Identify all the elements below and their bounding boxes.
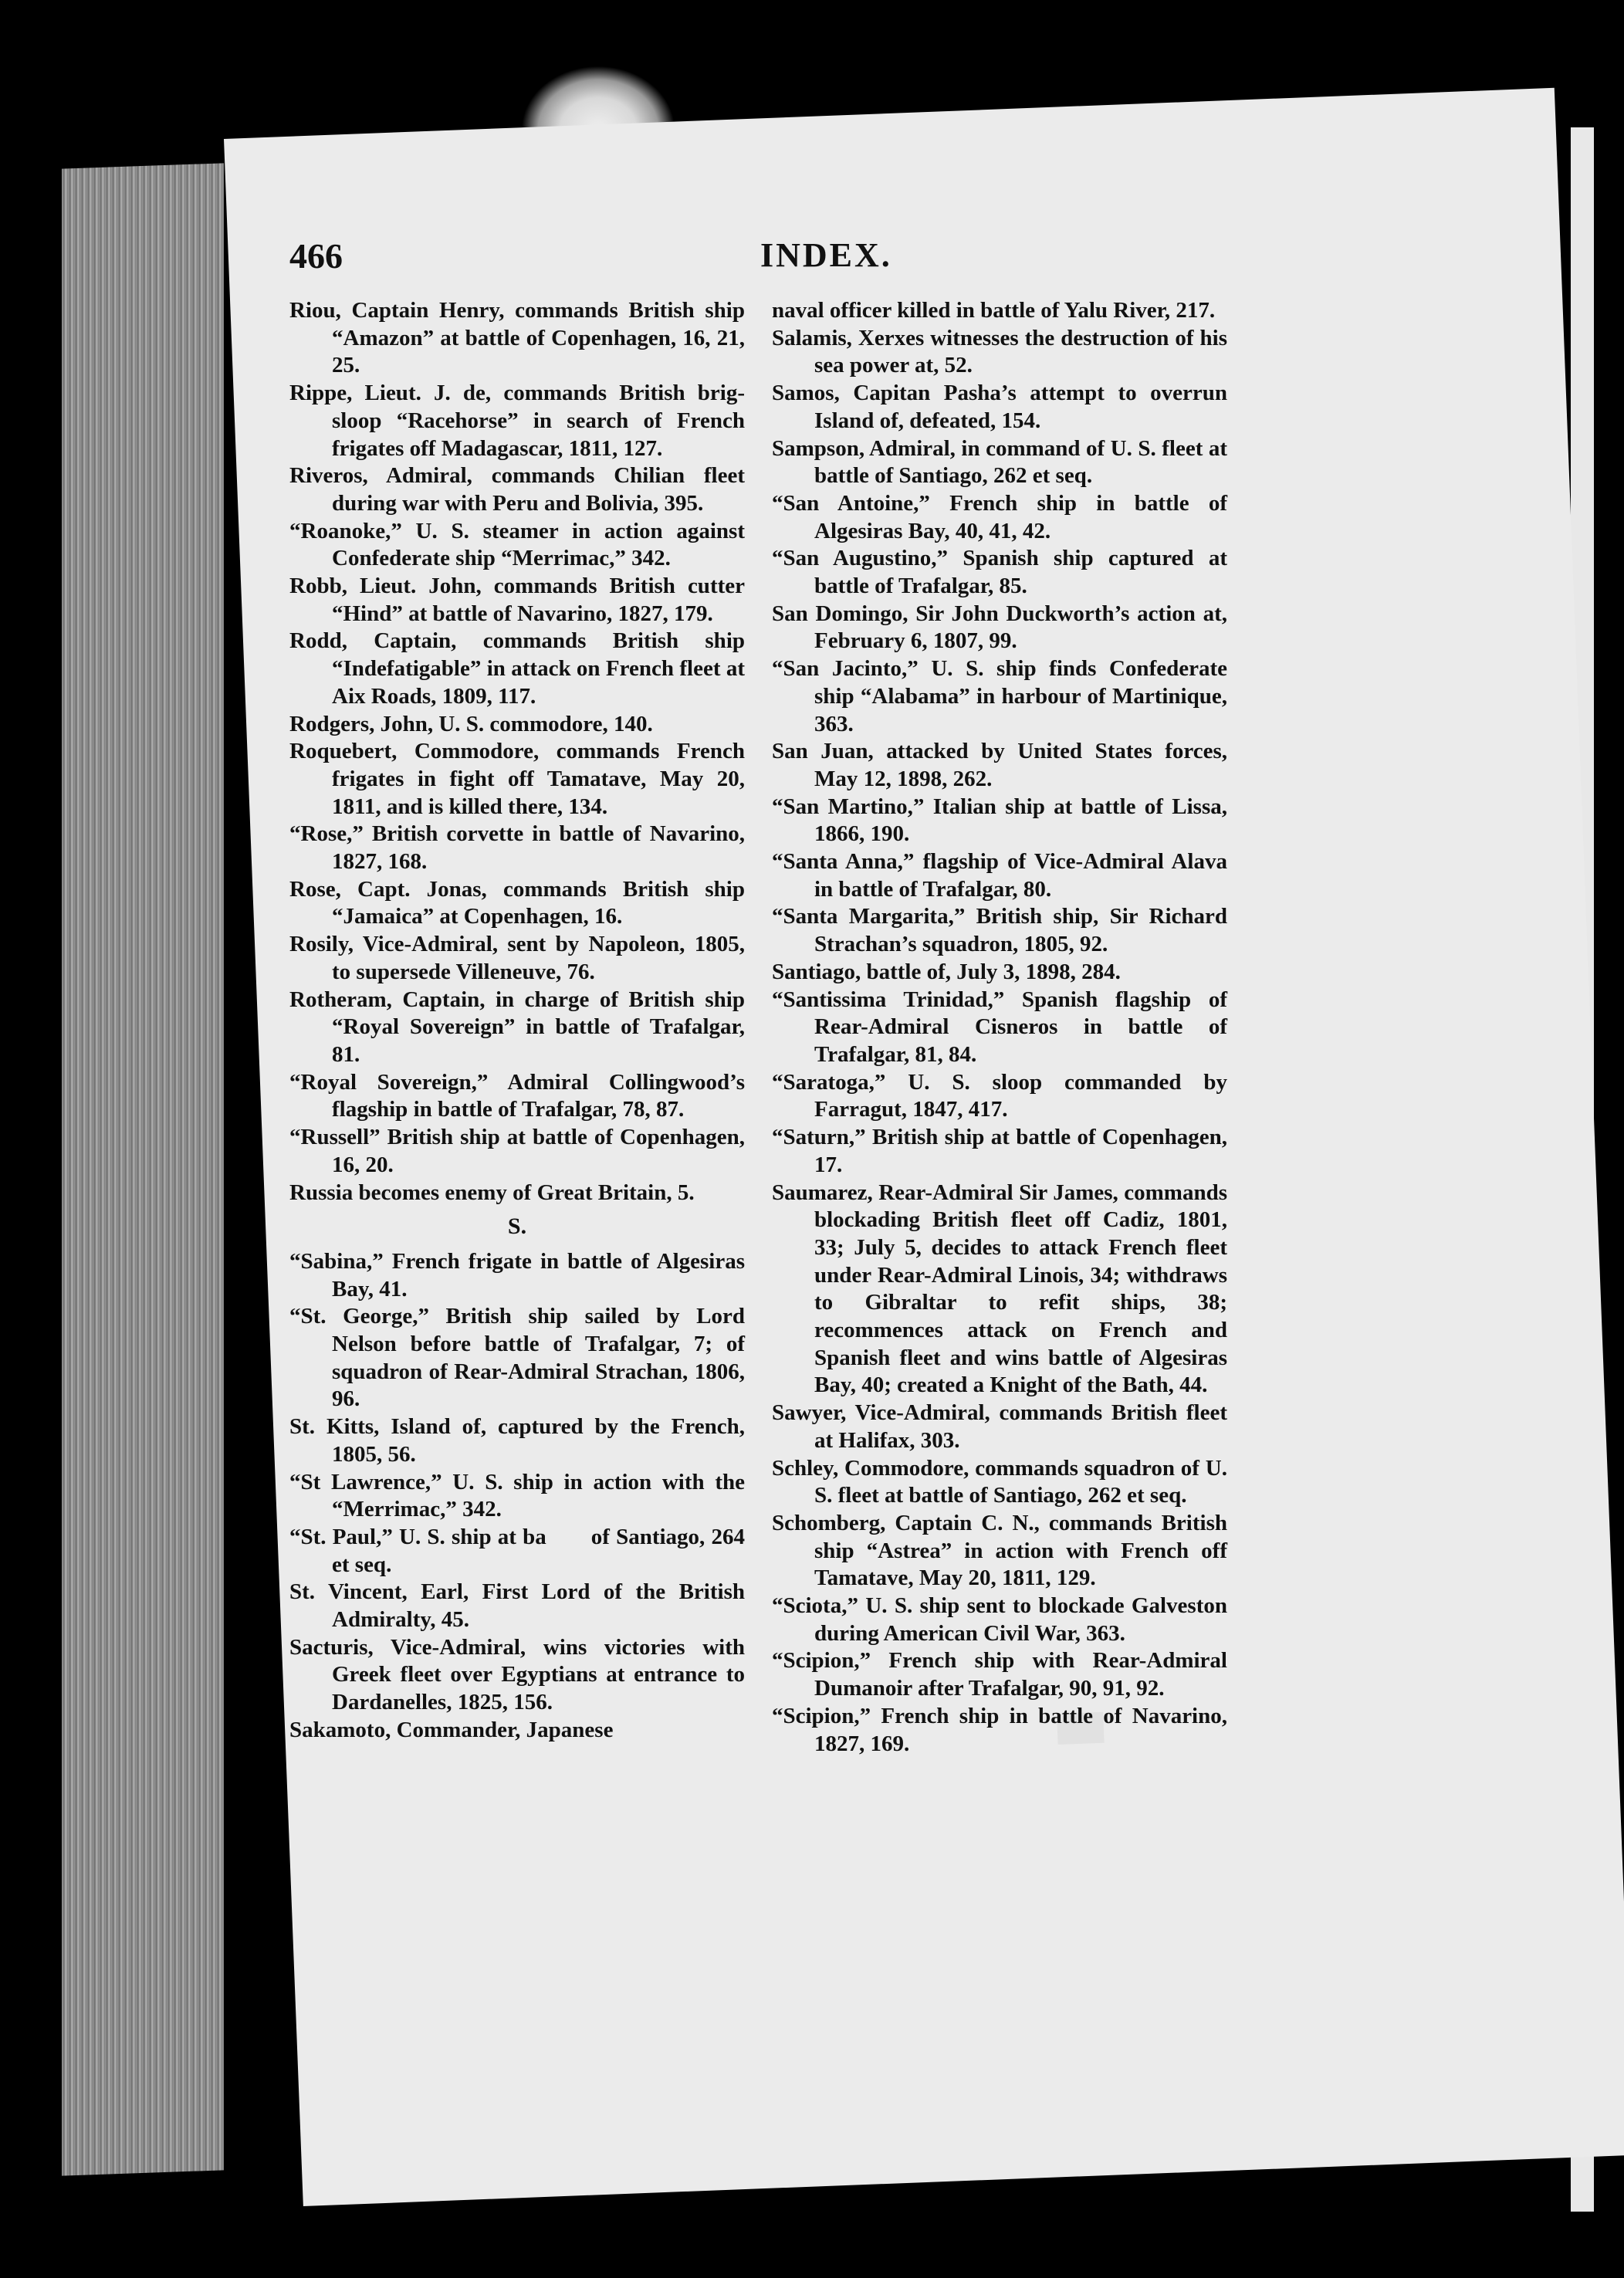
book-page-edges <box>62 163 224 2175</box>
index-entry: Rosily, Vice-Admiral, sent by Napoleon, 1805, to supersede Villeneuve, 76. <box>289 932 745 984</box>
index-entry: Rodd, Captain, commands British ship “Indefatigable” in attack on French fleet at Aix Roads, 1809, 117. <box>289 628 745 709</box>
index-entry: San Domingo, Sir John Duckworth’s action at, February 6, 1807, 99. <box>772 601 1227 654</box>
index-entry: “St. Paul,” U. S. ship at ba of Santiago, 264 et seq. <box>289 1524 745 1577</box>
index-entry: Robb, Lieut. John, commands British cutter “Hind” at battle of Navarino, 1827, 179. <box>289 574 745 626</box>
index-entry: “St. George,” British ship sailed by Lord Nelson before battle of Trafalgar, 7; of squadron of Rear-Admiral Strachan, 1806, 96. <box>289 1304 745 1412</box>
index-entry: Roquebert, Commodore, commands French frigates in fight off Tamatave, May 20, 1811, and is killed there, 134. <box>289 739 745 819</box>
page-number: 466 <box>289 236 343 276</box>
index-entry: “Santa Margarita,” British ship, Sir Richard Strachan’s squadron, 1805, 92. <box>772 904 1227 957</box>
index-entry: Riveros, Admiral, commands Chilian fleet during war with Peru and Bolivia, 395. <box>289 463 745 516</box>
index-entry: Samos, Capitan Pasha’s attempt to overrun Island of, defeated, 154. <box>772 381 1227 433</box>
index-entry: Salamis, Xerxes witnesses the destruction of his sea power at, 52. <box>772 325 1227 378</box>
index-entry: Sacturis, Vice-Admiral, wins victories with Greek fleet over Egyptians at entrance to Dardanelles, 1825, 156. <box>289 1634 745 1715</box>
index-entry: Rodgers, John, U. S. commodore, 140. <box>289 711 653 736</box>
index-entry: Santiago, battle of, July 3, 1898, 284. <box>772 959 1121 984</box>
index-entry: “Rose,” British corvette in battle of Navarino, 1827, 168. <box>289 821 745 875</box>
index-entry: Sampson, Admiral, in command of U. S. fleet at battle of Santiago, 262 et seq. <box>772 435 1227 489</box>
index-entry: “St Lawrence,” U. S. ship in action with the “Merrimac,” 342. <box>289 1469 745 1522</box>
index-entry: St. Kitts, Island of, captured by the French, 1805, 56. <box>289 1414 745 1467</box>
index-entry: Rippe, Lieut. J. de, commands British brig-sloop “Racehorse” in search of French frigates off Madagascar, 1811, 127. <box>289 381 745 461</box>
index-entry: “San Martino,” Italian ship at battle of Lissa, 1866, 190. <box>772 794 1227 847</box>
page-header <box>289 235 1408 282</box>
index-entry: Schomberg, Captain C. N., commands British ship “Astrea” in action with French off Tamatave, May 20, 1811, 129. <box>772 1510 1227 1591</box>
index-entry: San Juan, attacked by United States forces, May 12, 1898, 262. <box>772 739 1227 791</box>
index-entry: “Roanoke,” U. S. steamer in action against Confederate ship “Merrimac,” 342. <box>289 518 745 571</box>
index-entry: “Royal Sovereign,” Admiral Collingwood’s flagship in battle of Trafalgar, 78, 87. <box>289 1069 745 1122</box>
index-entry: Riou, Captain Henry, commands British ship “Amazon” at battle of Copenhagen, 16, 21, 25. <box>289 298 745 378</box>
index-entry: Rose, Capt. Jonas, commands British ship “Jamaica” at Copenhagen, 16. <box>289 876 745 929</box>
index-entry: “San Augustino,” Spanish ship captured at battle of Trafalgar, 85. <box>772 546 1227 599</box>
index-entry: “Russell” British ship at battle of Copenhagen, 16, 20. <box>289 1125 745 1177</box>
index-entry: “Scipion,” French ship in battle of Navarino, 1827, 169. <box>772 1703 1227 1756</box>
index-entry: “Saturn,” British ship at battle of Copenhagen, 17. <box>772 1125 1227 1177</box>
index-entry: “Santa Anna,” flagship of Vice-Admiral Alava in battle of Trafalgar, 80. <box>772 849 1227 902</box>
index-entry: Saumarez, Rear-Admiral Sir James, commands blockading British fleet off Cadiz, 1801, 33; July 5, decides to attack French fleet under Rear-Admiral Linois, 34; withdraws to Gibraltar to refit ships, 38; recommences attack on French and Spanish fleet and wins battle of Algesiras Bay, 40; created a Knight of the Bath, 44. <box>772 1180 1227 1398</box>
index-column-left <box>289 297 745 1745</box>
index-entry: naval officer killed in battle of Yalu River, 217. <box>772 298 1216 323</box>
index-entry: St. Vincent, Earl, First Lord of the British Admiralty, 45. <box>289 1579 745 1633</box>
section-letter-heading: S. <box>507 1213 527 1240</box>
index-entry: Sakamoto, Commander, Japanese <box>289 1717 614 1742</box>
running-head: INDEX. <box>760 236 892 274</box>
index-entry: Rotheram, Captain, in charge of British ship “Royal Sovereign” in battle of Trafalgar, 81. <box>289 987 745 1067</box>
index-entry: “Scipion,” French ship with Rear-Admiral Dumanoir after Trafalgar, 90, 91, 92. <box>772 1648 1227 1701</box>
index-entry: “Saratoga,” U. S. sloop commanded by Farragut, 1847, 417. <box>772 1069 1227 1122</box>
index-entry: “San Antoine,” French ship in battle of Algesiras Bay, 40, 41, 42. <box>772 490 1227 543</box>
index-entry: “San Jacinto,” U. S. ship finds Confederate ship “Alabama” in harbour of Martinique, 363. <box>772 656 1227 736</box>
index-entry: Schley, Commodore, commands squadron of U. S. fleet at battle of Santiago, 262 et seq. <box>772 1455 1227 1508</box>
index-entry: “Sciota,” U. S. ship sent to blockade Galveston during American Civil War, 363. <box>772 1593 1227 1646</box>
index-column-right <box>772 297 1227 1758</box>
index-entry: “Sabina,” French frigate in battle of Algesiras Bay, 41. <box>289 1248 745 1301</box>
index-entry: Sawyer, Vice-Admiral, commands British fleet at Halifax, 303. <box>772 1400 1227 1453</box>
index-entry: Russia becomes enemy of Great Britain, 5. <box>289 1180 695 1205</box>
index-entry: “Santissima Trinidad,” Spanish flagship of Rear-Admiral Cisneros in battle of Trafalgar, 81, 84. <box>772 987 1227 1067</box>
